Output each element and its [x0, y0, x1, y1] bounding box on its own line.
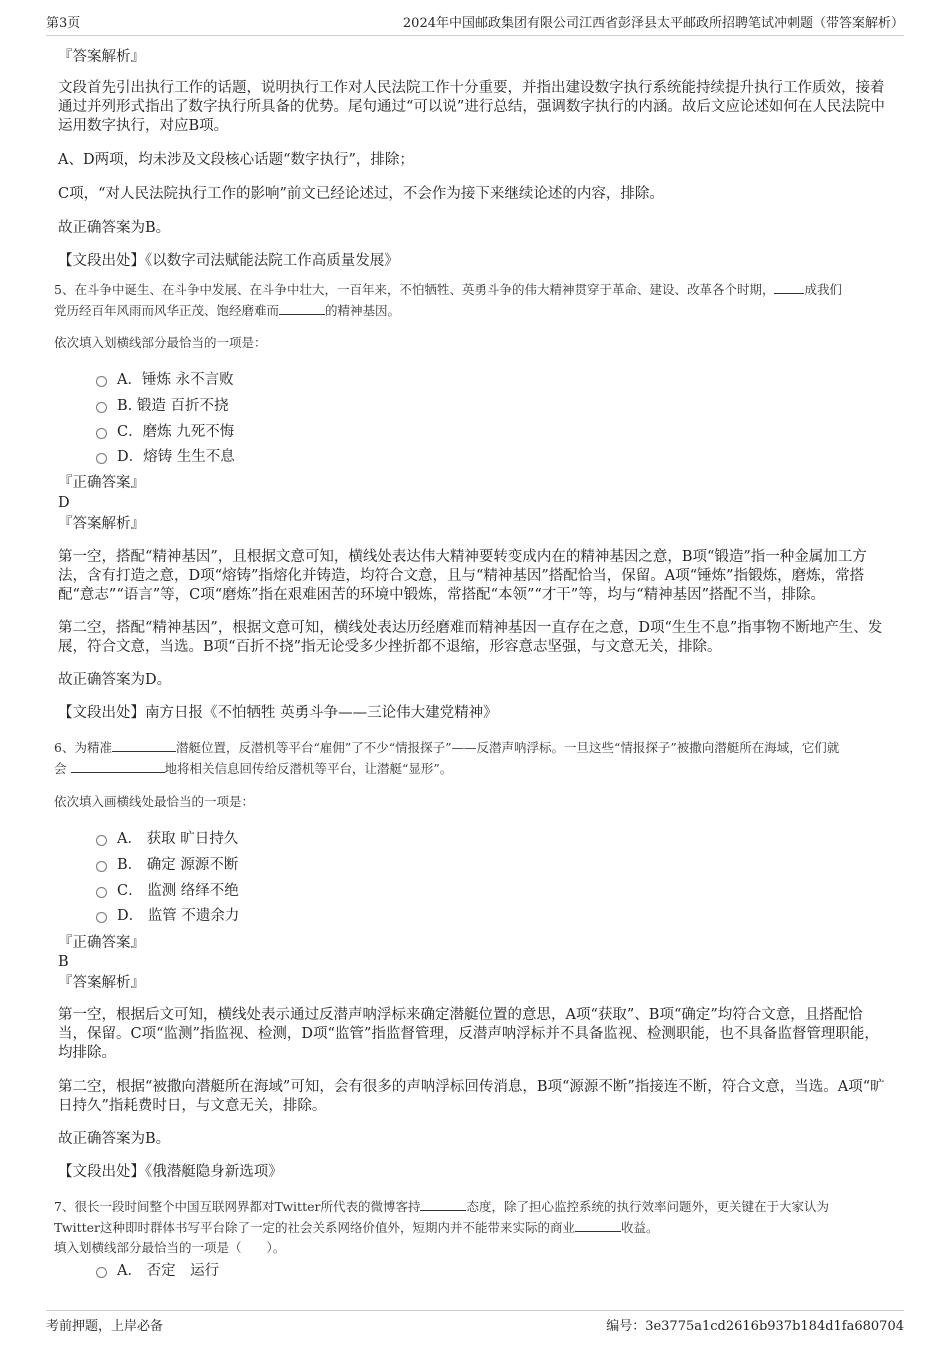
- q6-analysis-title: 『答案解析』: [58, 975, 145, 991]
- q4-analysis-p4: 故正确答案为B。: [58, 220, 171, 236]
- q5-analysis-p3: 故正确答案为D。: [58, 672, 172, 688]
- q7-stem-part4: 收益。: [621, 1220, 659, 1235]
- q5-stem-part4: 的精神基因。: [325, 303, 401, 318]
- q6-option-c-label: C． 监测 络绎不绝: [117, 883, 239, 899]
- q4-analysis-p3: C项，“对人民法院执行工作的影响”前文已经论述过，不会作为接下来继续论述的内容，排除。: [58, 186, 664, 202]
- page-footer: [46, 1310, 904, 1334]
- radio-icon[interactable]: [96, 861, 107, 872]
- q5-option-a-label: A．锤炼 永不言败: [117, 372, 234, 388]
- q5-source: 【文段出处】南方日报《不怕牺牲 英勇斗争——三论伟大建党精神》: [58, 705, 498, 721]
- q6-option-c[interactable]: [96, 879, 239, 900]
- q5-option-b-label: B. 锻造 百折不挠: [117, 398, 229, 414]
- radio-icon[interactable]: [96, 453, 107, 464]
- q5-option-d-label: D．熔铸 生生不息: [117, 449, 235, 465]
- q7-stem: [54, 1196, 904, 1238]
- q6-stem-part2: 潜艇位置，反潜机等平台“雇佣”了不少“情报探子”——反潜声呐浮标。一旦这些“情报探子”被撒向潜艇所在海域，它们就: [175, 740, 840, 755]
- q5-option-c-label: C．磨炼 九死不悔: [117, 424, 235, 440]
- radio-icon[interactable]: [96, 428, 107, 439]
- q7-option-a[interactable]: [96, 1259, 219, 1280]
- q6-option-a-label: A． 获取 旷日持久: [117, 831, 239, 847]
- q7-stem-part1: 7、很长一段时间整个中国互联网界都对Twitter所代表的微博客持: [54, 1199, 421, 1214]
- q7-blank-1: [420, 1198, 466, 1211]
- q6-answer: B: [58, 954, 69, 970]
- q5-hint: 依次填入划横线部分最恰当的一项是：: [54, 335, 267, 350]
- q5-analysis-title: 『答案解析』: [58, 516, 145, 532]
- q6-blank-2: [71, 760, 165, 773]
- q6-source: 【文段出处】《俄潜艇隐身新选项》: [58, 1164, 283, 1180]
- q6-stem-part3: 会: [54, 761, 67, 776]
- q5-option-a[interactable]: [96, 368, 234, 389]
- q5-blank-1: [774, 281, 804, 294]
- q4-analysis-title: 『答案解析』: [58, 49, 145, 65]
- q5-option-b[interactable]: [96, 394, 228, 415]
- q6-blank-1: [112, 739, 176, 752]
- q4-source: 【文段出处】《以数字司法赋能法院工作高质量发展》: [58, 253, 399, 269]
- q6-stem: [54, 737, 904, 779]
- q5-stem: [54, 279, 904, 321]
- q6-analysis-p3: 故正确答案为B。: [58, 1131, 171, 1147]
- q6-hint: 依次填入画横线处最恰当的一项是：: [54, 794, 255, 809]
- radio-icon[interactable]: [96, 376, 107, 387]
- q5-analysis-p1: 第一空，搭配“精神基因”，且根据文意可知，横线处表达伟大精神要转变成内在的精神基因之意，B项“锻造”指一种金属加工方法，含有打造之意，D项“熔铸”指熔化并铸造，均符合文意，且与“精神基因”搭配恰当，保留。A项“锤炼”指锻炼，磨炼，常搭配“意志”“语言”等，C项“磨炼”指在艰难困苦的环境中锻炼，常搭配“本领”“才干”等，均与“精神基因”搭配不当，排除。: [58, 549, 867, 603]
- q7-option-a-label: A． 否定 运行: [117, 1263, 220, 1279]
- q7-hint: 填入划横线部分最恰当的一项是（ ）。: [54, 1240, 286, 1255]
- q6-option-d[interactable]: [96, 904, 239, 925]
- document-title: 2024年中国邮政集团有限公司江西省彭泽县太平邮政所招聘笔试冲刺题（带答案解析）: [402, 16, 904, 31]
- q6-analysis-p1: 第一空，根据后文可知，横线处表示通过反潜声呐浮标来确定潜艇位置的意思，A项“获取”、B项“确定”均符合文意，且搭配恰当，保留。C项“监测”指监视、检测，D项“监管”指监督管理，反潜声呐浮标并不具备监视、检测职能，也不具备监督管理职能，均排除。: [58, 1007, 879, 1061]
- q6-option-b[interactable]: [96, 853, 238, 874]
- q6-analysis-p2: 第二空，根据“被撒向潜艇所在海域”可知，会有很多的声呐浮标回传消息，B项“源源不断”指接连不断，符合文意，当选。A项“旷日持久”指耗费时日，与文意无关，排除。: [58, 1079, 885, 1114]
- q7-blank-2: [575, 1219, 621, 1232]
- q5-answer-title: 『正确答案』: [58, 475, 145, 491]
- q5-analysis-p2: 第二空，搭配“精神基因”，根据文意可知，横线处表达历经磨难而精神基因一直存在之意，D项“生生不息”指事物不断地产生、发展，符合文意，当选。B项“百折不挠”指无论受多少挫折都不退缩，形容意志坚强，与文意无关，排除。: [58, 620, 883, 655]
- page-number: 第3页: [46, 16, 81, 31]
- radio-icon[interactable]: [96, 402, 107, 413]
- q6-option-b-label: B． 确定 源源不断: [117, 857, 239, 873]
- document-id: 编号：3e3775a1cd2616b937b184d1fa680704: [606, 1319, 904, 1334]
- q5-stem-part1: 5、在斗争中诞生、在斗争中发展、在斗争中壮大，一百年来，不怕牺牲、英勇斗争的伟大精神贯穿于革命、建设、改革各个时期，: [54, 282, 775, 297]
- q5-stem-part3: 党历经百年风雨而风华正茂、饱经磨难而: [54, 303, 280, 318]
- radio-icon[interactable]: [96, 1267, 107, 1278]
- q5-answer: D: [58, 495, 70, 511]
- q5-option-c[interactable]: [96, 420, 234, 441]
- q6-answer-title: 『正确答案』: [58, 935, 145, 951]
- q6-option-d-label: D． 监管 不遗余力: [117, 908, 240, 924]
- q4-analysis-p1: 文段首先引出执行工作的话题，说明执行工作对人民法院工作十分重要，并指出建设数字执行系统能持续提升执行工作质效，接着通过并列形式指出了数字执行所具备的优势。尾句通过“可以说”进行总结，强调数字执行的内涵。故后文应论述如何在人民法院中运用数字执行，对应B项。: [58, 80, 885, 134]
- page-header: [46, 12, 904, 36]
- q4-analysis-p2: A、D两项，均未涉及文段核心话题“数字执行”，排除；: [58, 152, 414, 168]
- radio-icon[interactable]: [96, 887, 107, 898]
- q5-blank-2: [279, 302, 325, 315]
- q7-stem-part2: 态度，除了担心监控系统的执行效率问题外，更关键在于大家认为: [466, 1199, 829, 1214]
- radio-icon[interactable]: [96, 835, 107, 846]
- radio-icon[interactable]: [96, 912, 107, 923]
- q6-stem-part4: 地将相关信息回传给反潜机等平台，让潜艇“显形”。: [164, 761, 453, 776]
- q6-option-a[interactable]: [96, 827, 238, 848]
- q7-stem-part3: Twitter这种即时群体书写平台除了一定的社会关系网络价值外，短期内并不能带来实际的商业: [54, 1220, 576, 1235]
- q6-stem-part1: 6、为精准: [54, 740, 112, 755]
- footer-slogan: 考前押题，上岸必备: [46, 1319, 164, 1334]
- q5-stem-part2: 成我们: [804, 282, 842, 297]
- q5-option-d[interactable]: [96, 445, 235, 466]
